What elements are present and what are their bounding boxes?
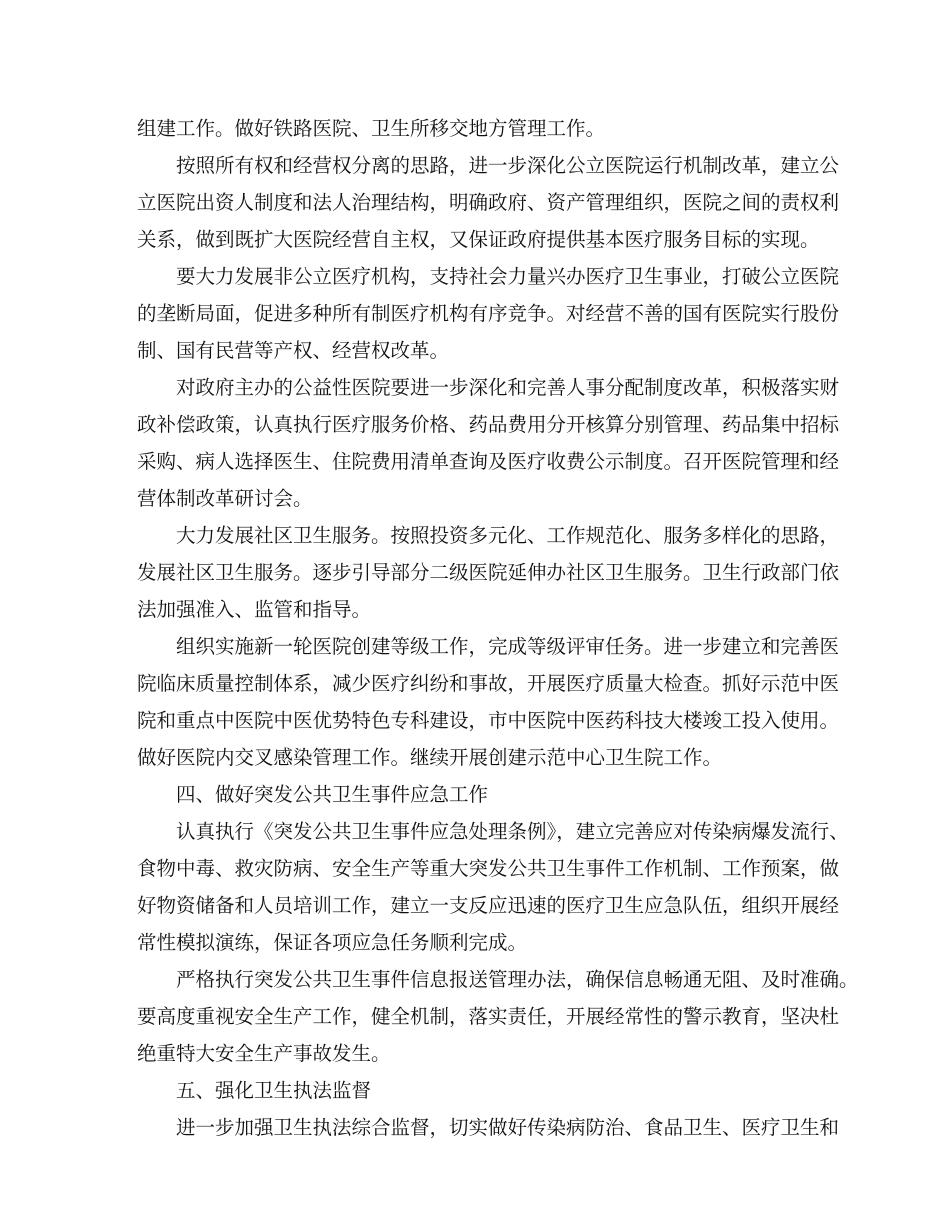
text-line: 院和重点中医院中医优势特色专科建设，市中医院中医药科技大楼竣工投入使用。 xyxy=(137,709,840,732)
paragraph-start-line: 对政府主办的公益性医院要进一步深化和完善人事分配制度改革，积极落实财 xyxy=(176,376,840,399)
text-line: 立医院出资人制度和法人治理结构，明确政府、资产管理组织，医院之间的责权利 xyxy=(137,191,840,214)
text-line: 的垄断局面，促进多种所有制医疗机构有序竞争。对经营不善的国有医院实行股份 xyxy=(137,302,840,325)
text-line: 制、国有民营等产权、经营权改革。 xyxy=(137,339,450,362)
text-line: 采购、病人选择医生、住院费用清单查询及医疗收费公示制度。召开医院管理和经 xyxy=(137,450,840,473)
paragraph-start-line: 进一步加强卫生执法综合监督，切实做好传染病防治、食品卫生、医疗卫生和 xyxy=(176,1116,840,1139)
text-line: 营体制改革研讨会。 xyxy=(137,487,313,510)
paragraph-start-line: 严格执行突发公共卫生事件信息报送管理办法，确保信息畅通无阻、及时准确。 xyxy=(176,968,859,991)
section-heading: 五、强化卫生执法监督 xyxy=(176,1079,372,1102)
text-line: 做好医院内交叉感染管理工作。继续开展创建示范中心卫生院工作。 xyxy=(137,746,723,769)
text-line: 政补偿政策，认真执行医疗服务价格、药品费用分开核算分别管理、药品集中招标 xyxy=(137,413,840,436)
text-line: 要高度重视安全生产工作，健全机制，落实责任，开展经常性的警示教育，坚决杜 xyxy=(137,1005,840,1028)
text-line: 绝重特大安全生产事故发生。 xyxy=(137,1042,391,1065)
paragraph-start-line: 大力发展社区卫生服务。按照投资多元化、工作规范化、服务多样化的思路， xyxy=(176,524,840,547)
paragraph-start-line: 认真执行《突发公共卫生事件应急处理条例》，建立完善应对传染病爆发流行、 xyxy=(176,820,849,843)
text-line: 关系，做到既扩大医院经营自主权，又保证政府提供基本医疗服务目标的实现。 xyxy=(137,228,820,251)
text-line: 食物中毒、救灾防病、安全生产等重大突发公共卫生事件工作机制、工作预案，做 xyxy=(137,857,840,880)
paragraph-start-line: 组织实施新一轮医院创建等级工作，完成等级评审任务。进一步建立和完善医 xyxy=(176,635,840,658)
text-line: 院临床质量控制体系，减少医疗纠纷和事故，开展医疗质量大检查。抓好示范中医 xyxy=(137,672,840,695)
text-line: 发展社区卫生服务。逐步引导部分二级医院延伸办社区卫生服务。卫生行政部门依 xyxy=(137,561,840,584)
section-heading: 四、做好突发公共卫生事件应急工作 xyxy=(176,783,489,806)
text-line: 常性模拟演练，保证各项应急任务顺利完成。 xyxy=(137,931,528,954)
paragraph-start-line: 要大力发展非公立医疗机构，支持社会力量兴办医疗卫生事业，打破公立医院 xyxy=(176,265,840,288)
text-line: 法加强准入、监管和指导。 xyxy=(137,598,372,621)
text-line: 好物资储备和人员培训工作，建立一支反应迅速的医疗卫生应急队伍，组织开展经 xyxy=(137,894,840,917)
paragraph-start-line: 按照所有权和经营权分离的思路，进一步深化公立医院运行机制改革，建立公 xyxy=(176,154,840,177)
text-line: 组建工作。做好铁路医院、卫生所移交地方管理工作。 xyxy=(137,117,606,140)
